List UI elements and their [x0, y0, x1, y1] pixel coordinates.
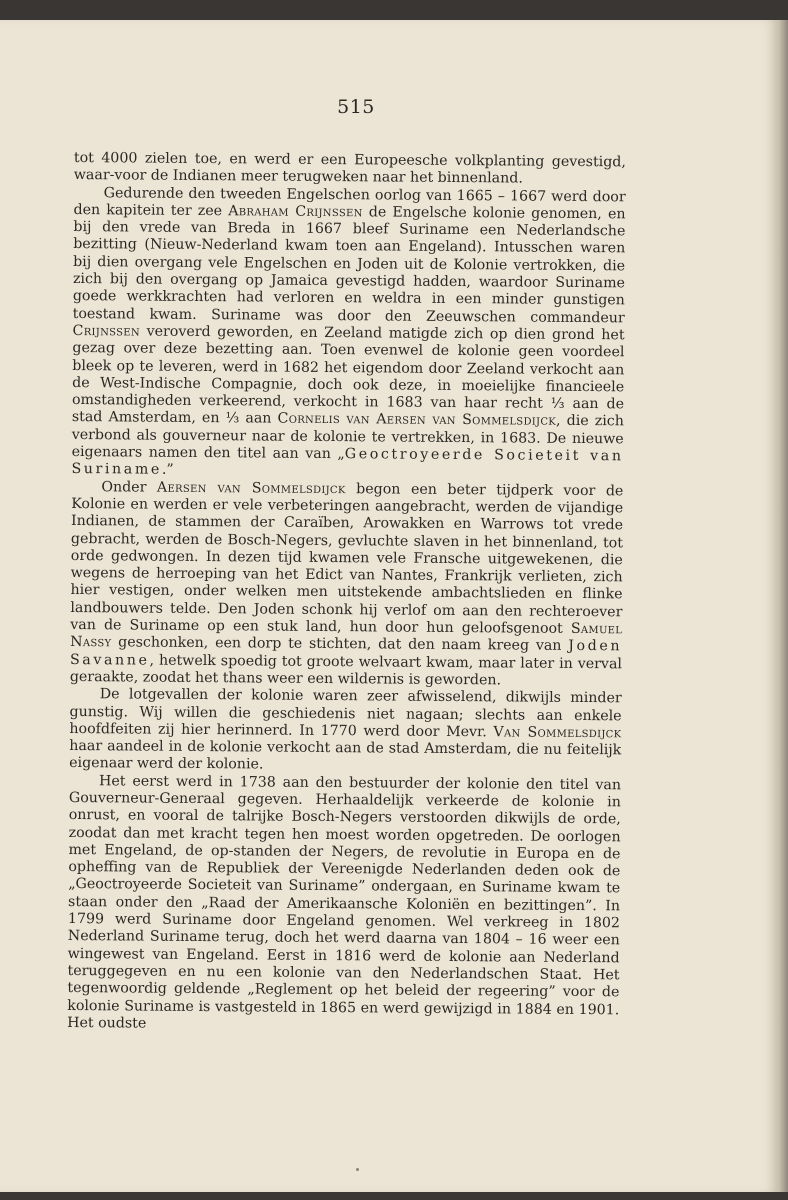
- spaced-emphasis: Joden Savanne: [69, 638, 623, 669]
- person-name: Crijnssen: [72, 322, 141, 340]
- person-name: Abraham Crijnssen: [228, 203, 363, 221]
- text-run: geschonken, een dorp te stichten, dat den naam kreeg van: [111, 634, 569, 655]
- person-name: Samuel Nassy: [70, 620, 623, 651]
- text-run: , hetwelk spoedig tot groote welvaart kwam, maar later in verval geraakte, zoodat het thans weer een wildernis is geworden.: [69, 652, 623, 689]
- body-text: [67, 150, 626, 1036]
- paper-speck: [356, 1168, 359, 1171]
- page-number: 515: [337, 96, 375, 118]
- text-run: tot 4000 zielen toe, en werd er een Europeesche volkplanting gevestigd, waar-voor de Indianen meer terugweken naar het binnenland.: [73, 150, 626, 187]
- paragraph: [70, 479, 624, 691]
- text-run: Het eerst werd in 1738 aan den bestuurder der kolonie den titel van Gouverneur-Generaal gegeven. Herhaaldelijk verkeerde de kolonie in onrust, en vooral de talrijke Bosch-Negers verstoorden dikwijls de orde, zoodat dan met kracht tegen hen moest worden opgetreden. De oorlogen met Engeland, de op-standen der Negers, de revolutie in Europa en de opheffing van de Republiek der Vereenigde Nederlanden deden ook de „Geoctroyeerde Societeit van Suriname” ondergaan, en Suriname kwam te staan onder den „Raad der Amerikaansche Koloniën en bezittingen”. In 1799 werd Suriname door Engeland genomen. Wel verkreeg in 1802 Nederland Suriname terug, doch het werd daarna van 1804 – 16 weer een wingewest van Engeland. Eerst in 1816 werd de kolonie aan Nederland teruggegeven en nu een kolonie van den Nederlandschen Staat. Het tegenwoordig geldende „Reglement op het beleid der regeering” voor de kolonie Suriname is vastgesteld in 1865 en werd gewijzigd in 1884 en 1901. Het oudste: [67, 772, 622, 1032]
- person-name: Aersen van Sommelsdijck: [156, 479, 346, 497]
- paragraph: [71, 185, 625, 483]
- paragraph: [74, 150, 626, 189]
- paragraph: [67, 773, 621, 1037]
- text-run: de Engelsche kolonie genomen, en bij den vrede van Breda in 1667 bleef Suriname een Nederlandsche bezitting (Nieuw-Nederland kwam toen aan Engeland). Intusschen waren bij dien overgang vele Engelschen en Joden uit de Kolonie vertrokken, die zich bij den overgang op Jamaica gevestigd hadden, waardoor Suriname goede werkkrachten had verloren en weldra in een minder gunstigen toestand kwam. Suriname was door den Zeeuwschen commandeur: [72, 204, 626, 327]
- spaced-emphasis: Geoctroyeerde Societeit van Suriname: [71, 446, 624, 479]
- page-edge-shadow: [778, 20, 788, 1192]
- text-run: , die zich verbond als gouverneur naar de kolonie te vertrekken, in 1683. De nieuwe eigenaars namen den titel aan van „: [71, 413, 624, 463]
- person-name: Cornelis van Aersen van Sommelsdijck: [277, 411, 557, 430]
- paragraph: [69, 686, 622, 777]
- text-run: veroverd geworden, en Zeeland matigde zich op dien grond het gezag over deze bezetting aan. Toen evenwel de kolonie geen voordeel bleek op te leveren, werd in 1682 het eigendom door Zeeland verkocht aan de West-Indische Compagnie, doch ook deze, in moeielijke financieele omstandigheden verkeerend, verkocht in 1683 van haar recht ⅓ aan de stad Amsterdam, en ⅓ aan: [71, 323, 625, 428]
- person-name: Van Sommelsdijck: [493, 724, 622, 742]
- text-run: Onder: [101, 478, 157, 496]
- text-run: begon een beter tijdperk voor de Kolonie en werden er vele verbeteringen aangebracht, werden de vijandige Indianen, de stammen der Caraïben, Arowakken en Warrows tot vrede gebracht, werden de Bosch-Negers, gevluchte slaven in het binnenland, tot orde gedwongen. In dezen tijd kwamen vele Fransche uitgewekenen, die wegens de herroeping van het Edict van Nantes, Frankrijk verlieten, zich hier vestigen, onder welken men uitstekende ambachtslieden en flinke landbouwers telde. Den Joden schonk hij verlof om aan den rechteroever van de Suriname op een stuk land, hun door hun geloofsgenoot: [70, 480, 624, 637]
- text-run: De lotgevallen der kolonie waren zeer afwisselend, dikwijls minder gunstig. Wij willen die geschiedenis niet nagaan; slechts aan enkele hoofdfeiten zij hier herinnerd. In 1770 werd door Mevr.: [69, 686, 622, 741]
- text-run: .”: [161, 462, 174, 479]
- text-run: Gedurende den tweeden Engelschen oorlog van 1665 – 1667 werd door den kapitein ter zee: [73, 184, 626, 220]
- text-run: haar aandeel in de kolonie verkocht aan de stad Amsterdam, die nu feitelijk eigenaar werd der kolonie.: [69, 738, 622, 773]
